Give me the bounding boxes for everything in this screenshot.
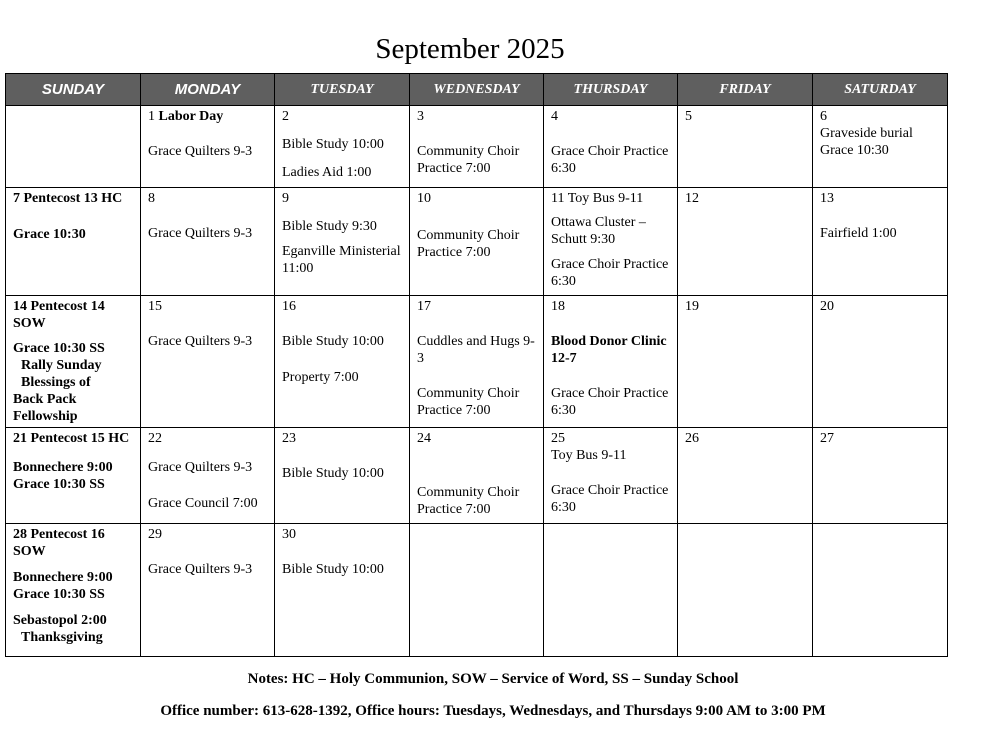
week-row-1 (6, 106, 948, 188)
event: Grace Quilters 9-3 (148, 562, 253, 577)
event: Grace Quilters 9-3 (148, 226, 253, 241)
day-cell-6 (813, 106, 948, 188)
day-number: 19 (685, 299, 699, 314)
day-cell-29 (141, 524, 275, 657)
sunday-title: 7 Pentecost 13 HC (13, 191, 123, 206)
event: Thanksgiving (21, 630, 103, 645)
event: Grace Choir Practice 6:30 (551, 144, 669, 176)
day-number: 16 (282, 299, 296, 314)
event: Grace 10:30 SS (13, 587, 105, 602)
day-number: 12 (685, 191, 699, 206)
day-number: 25 (551, 431, 565, 446)
day-cell-24 (410, 428, 544, 524)
day-number: 30 (282, 527, 296, 542)
day-cell-15 (141, 296, 275, 428)
event: Sebastopol 2:00 (13, 613, 107, 628)
header-friday: FRIDAY (678, 74, 813, 106)
week-row-5 (6, 524, 948, 657)
event: Ladies Aid 1:00 (282, 165, 372, 180)
day-cell-2 (275, 106, 410, 188)
day-cell-9 (275, 188, 410, 296)
day-cell-19 (678, 296, 813, 428)
header-sunday: SUNDAY (6, 74, 141, 106)
week-row-4 (6, 428, 948, 524)
event: Blood Donor Clinic 12-7 (551, 334, 667, 366)
event: Grace Choir Practice 6:30 (551, 257, 669, 289)
day-cell-30 (275, 524, 410, 657)
day-cell-11 (544, 188, 678, 296)
day-cell-3 (410, 106, 544, 188)
event: Bonnechere 9:00 (13, 570, 113, 585)
header-saturday: SATURDAY (813, 74, 948, 106)
day-number: 18 (551, 299, 565, 314)
day-number: 23 (282, 431, 296, 446)
event: Graveside burial Grace 10:30 (820, 126, 913, 158)
day-cell-14 (6, 296, 141, 428)
sunday-title: 14 Pentecost 14 SOW (13, 299, 105, 331)
event: Community Choir Practice 7:00 (417, 485, 520, 517)
day-number: 27 (820, 431, 834, 446)
day-cell-empty (678, 524, 813, 657)
header-tuesday: TUESDAY (275, 74, 410, 106)
day-cell-4 (544, 106, 678, 188)
day-cell-1 (141, 106, 275, 188)
day-number: 26 (685, 431, 699, 446)
event: Bible Study 9:30 (282, 219, 377, 234)
day-number: 4 (551, 109, 558, 124)
event: Grace 10:30 SS (13, 477, 105, 492)
event: Grace Council 7:00 (148, 496, 258, 511)
event: Bible Study 10:00 (282, 562, 384, 577)
event: Community Choir Practice 7:00 (417, 144, 520, 176)
sunday-title: 28 Pentecost 16 SOW (13, 527, 105, 559)
day-number: 3 (417, 109, 424, 124)
event: Grace Quilters 9-3 (148, 144, 253, 159)
day-cell-17 (410, 296, 544, 428)
day-cell-23 (275, 428, 410, 524)
day-cell-20 (813, 296, 948, 428)
day-cell-27 (813, 428, 948, 524)
day-number: 15 (148, 299, 162, 314)
day-cell-22 (141, 428, 275, 524)
day-cell-21 (6, 428, 141, 524)
event: Grace 10:30 SS (13, 341, 105, 356)
event: Bible Study 10:00 (282, 137, 384, 152)
event: Property 7:00 (282, 370, 359, 385)
day-cell-26 (678, 428, 813, 524)
day-number: 10 (417, 191, 431, 206)
event: Cuddles and Hugs 9-3 (417, 334, 535, 366)
day-number: 17 (417, 299, 431, 314)
day-number: 6 (820, 109, 827, 124)
day-cell-empty (813, 524, 948, 657)
sunday-title: 21 Pentecost 15 HC (13, 431, 130, 446)
event: Grace Choir Practice 6:30 (551, 386, 669, 418)
day-cell-16 (275, 296, 410, 428)
event: Grace Quilters 9-3 (148, 334, 253, 349)
day-number: 2 (282, 109, 289, 124)
event: Grace Quilters 9-3 (148, 460, 253, 475)
day-number: 8 (148, 191, 155, 206)
header-wednesday: WEDNESDAY (410, 74, 544, 106)
day-number: 29 (148, 527, 162, 542)
notes-line: Notes: HC – Holy Communion, SOW – Service of Word, SS – Sunday School (247, 671, 739, 687)
day-cell-7 (6, 188, 141, 296)
week-row-2 (6, 188, 948, 296)
event: Community Choir Practice 7:00 (417, 228, 520, 260)
day-cell-empty (410, 524, 544, 657)
day-cell-12 (678, 188, 813, 296)
day-number: 5 (685, 109, 692, 124)
event: Rally Sunday (21, 358, 102, 373)
event: Back Pack Fellowship (13, 392, 78, 424)
day-number: 11 Toy Bus 9-11 (551, 191, 644, 206)
day-cell-5 (678, 106, 813, 188)
event: Bonnechere 9:00 (13, 460, 113, 475)
page-title: September 2025 (375, 33, 565, 65)
day-cell-8 (141, 188, 275, 296)
event: Grace Choir Practice 6:30 (551, 483, 669, 515)
event: Toy Bus 9-11 (551, 448, 627, 463)
day-number-label: 1 Labor Day (148, 109, 224, 124)
event: Community Choir Practice 7:00 (417, 386, 520, 418)
header-monday: MONDAY (141, 74, 275, 106)
event: Bible Study 10:00 (282, 334, 384, 349)
day-cell-28 (6, 524, 141, 657)
day-cell-13 (813, 188, 948, 296)
event: Eganville Ministerial 11:00 (282, 244, 401, 276)
weekday-header-row (6, 74, 948, 106)
day-number: 20 (820, 299, 834, 314)
event: Bible Study 10:00 (282, 466, 384, 481)
day-number: 9 (282, 191, 289, 206)
day-number: 24 (417, 431, 431, 446)
event: Fairfield 1:00 (820, 226, 897, 241)
day-cell-18 (544, 296, 678, 428)
day-cell-25 (544, 428, 678, 524)
header-thursday: THURSDAY (544, 74, 678, 106)
event: Grace 10:30 (13, 227, 86, 242)
day-number: 13 (820, 191, 834, 206)
day-cell-empty (6, 106, 141, 188)
event: Blessings of (21, 375, 91, 390)
week-row-3 (6, 296, 948, 428)
day-number: 22 (148, 431, 162, 446)
event: Ottawa Cluster – Schutt 9:30 (551, 215, 646, 247)
day-cell-10 (410, 188, 544, 296)
calendar-grid (5, 73, 948, 657)
office-info-line: Office number: 613-628-1392, Office hours: Tuesdays, Wednesdays, and Thursdays 9:00 AM to 3:00 PM (160, 703, 826, 719)
day-cell-empty (544, 524, 678, 657)
